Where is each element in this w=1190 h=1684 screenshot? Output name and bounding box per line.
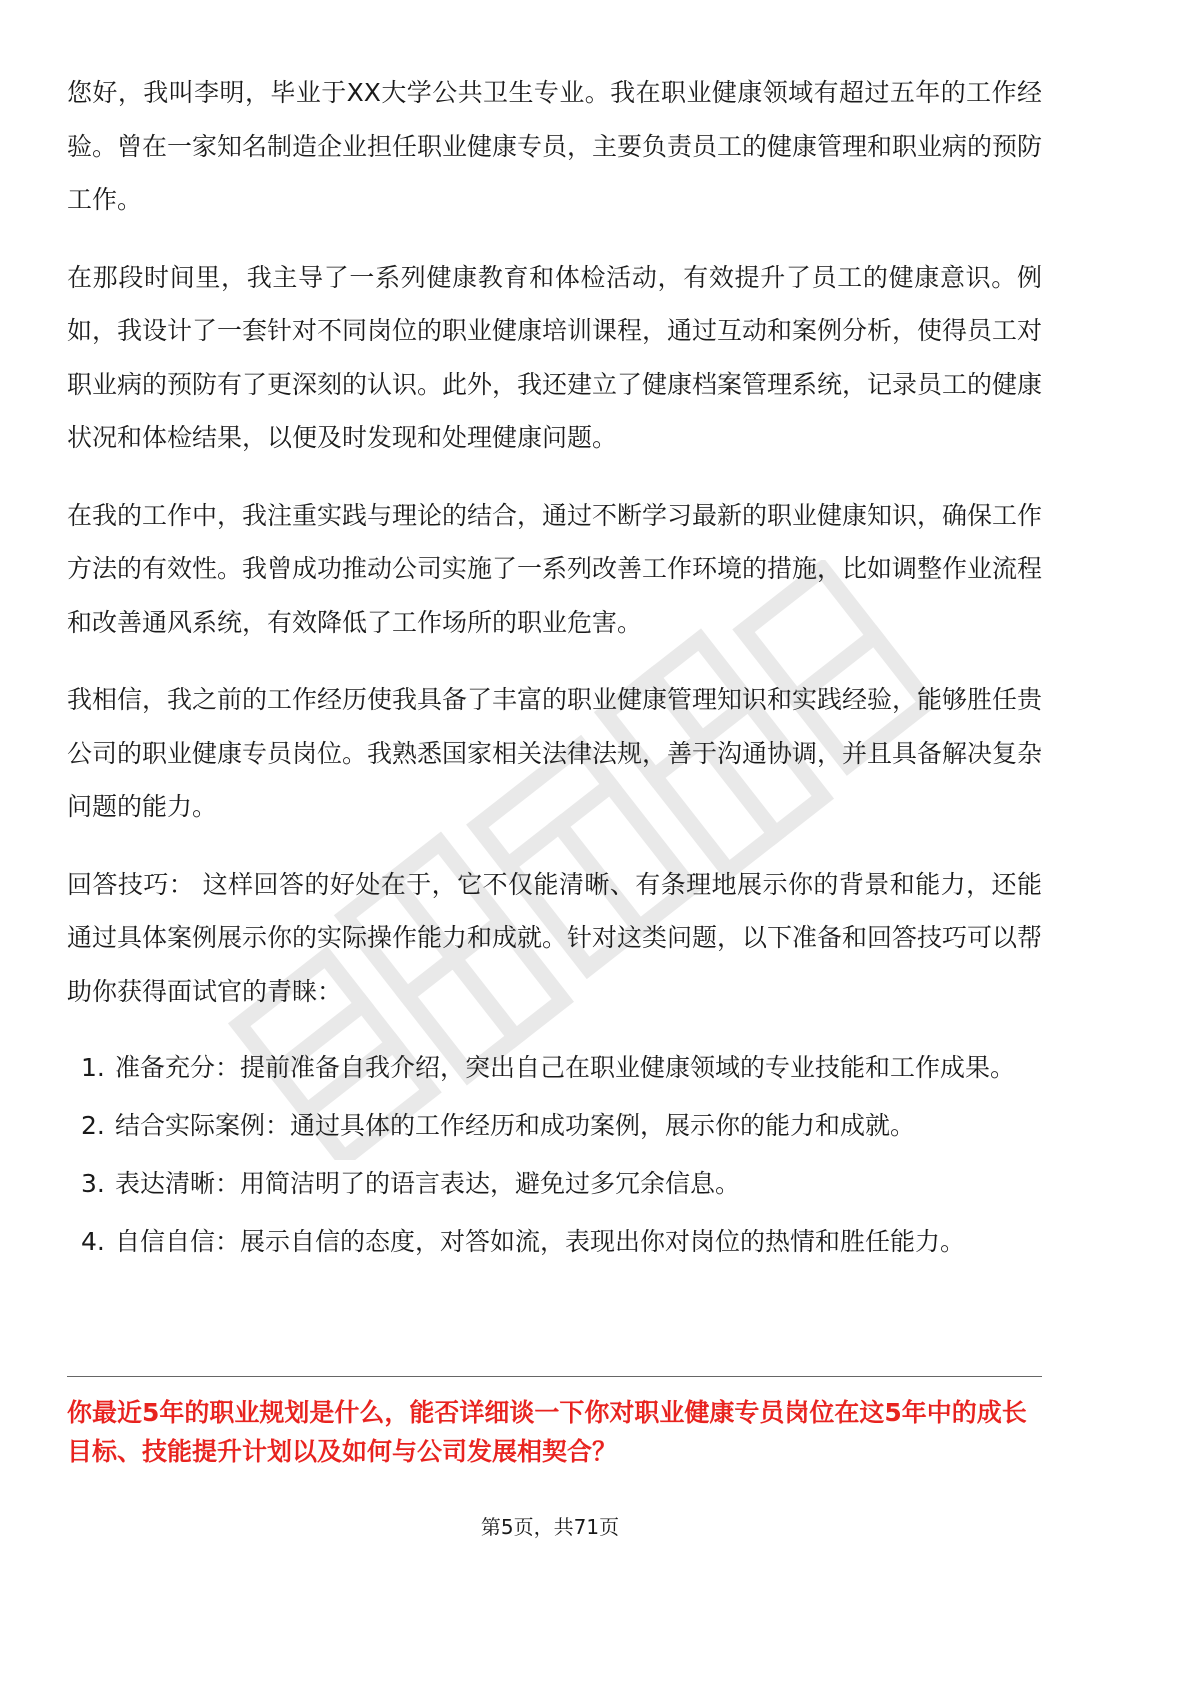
list-item-text: 表达清晰：用简洁明了的语言表达，避免过多冗余信息。 xyxy=(115,1169,741,1198)
list-item-number: 1. xyxy=(81,1053,105,1082)
list-item-text: 自信自信：展示自信的态度，对答如流，表现出你对岗位的热情和胜任能力。 xyxy=(115,1227,966,1256)
list-item xyxy=(67,1042,1042,1093)
list-item-number: 2. xyxy=(81,1111,105,1140)
page-number: 第5页，共71页 xyxy=(480,1515,620,1539)
experience-paragraph: 在那段时间里，我主导了一系列健康教育和体检活动，有效提升了员工的健康意识。例如，我设计了一套针对不同岗位的职业健康培训课程，通过互动和案例分析，使得员工对职业病的预防有了更深刻的认识。此外，我还建立了健康档案管理系统，记录员工的健康状况和体检结果，以便及时发现和处理健康问题。 xyxy=(67,262,1043,452)
next-question-heading: 你最近5年的职业规划是什么，能否详细谈一下你对职业健康专员岗位在这5年中的成长目标、技能提升计划以及如何与公司发展相契合？ xyxy=(67,1398,1027,1466)
list-item-text: 结合实际案例：通过具体的工作经历和成功案例，展示你的能力和成就。 xyxy=(115,1111,916,1140)
list-item-number: 3. xyxy=(81,1169,105,1198)
answer-tips-paragraph: 回答技巧： 这样回答的好处在于，它不仅能清晰、有条理地展示你的背景和能力，还能通过具体案例展示你的实际操作能力和成就。针对这类问题，以下准备和回答技巧可以帮助你获得面试官的青睐： xyxy=(67,869,1043,1006)
section-divider xyxy=(67,1376,1042,1377)
practice-paragraph: 在我的工作中，我注重实践与理论的结合，通过不断学习最新的职业健康知识，确保工作方法的有效性。我曾成功推动公司实施了一系列改善工作环境的措施，比如调整作业流程和改善通风系统，有效降低了工作场所的职业危害。 xyxy=(67,500,1043,637)
tips-list xyxy=(67,1042,1042,1267)
summary-paragraph: 我相信，我之前的工作经历使我具备了丰富的职业健康管理知识和实践经验，能够胜任贵公司的职业健康专员岗位。我熟悉国家相关法律法规，善于沟通协调，并且具备解决复杂问题的能力。 xyxy=(67,685,1043,821)
list-item xyxy=(67,1100,1042,1151)
list-item-number: 4. xyxy=(81,1227,105,1256)
list-item xyxy=(67,1216,1042,1267)
list-item-text: 准备充分：提前准备自我介绍，突出自己在职业健康领域的专业技能和工作成果。 xyxy=(115,1053,1016,1082)
list-item xyxy=(67,1158,1042,1209)
intro-paragraph: 您好，我叫李明，毕业于XX大学公共卫生专业。我在职业健康领域有超过五年的工作经验。曾在一家知名制造企业担任职业健康专员，主要负责员工的健康管理和职业病的预防工作。 xyxy=(67,78,1043,214)
main-content xyxy=(67,66,1042,1274)
